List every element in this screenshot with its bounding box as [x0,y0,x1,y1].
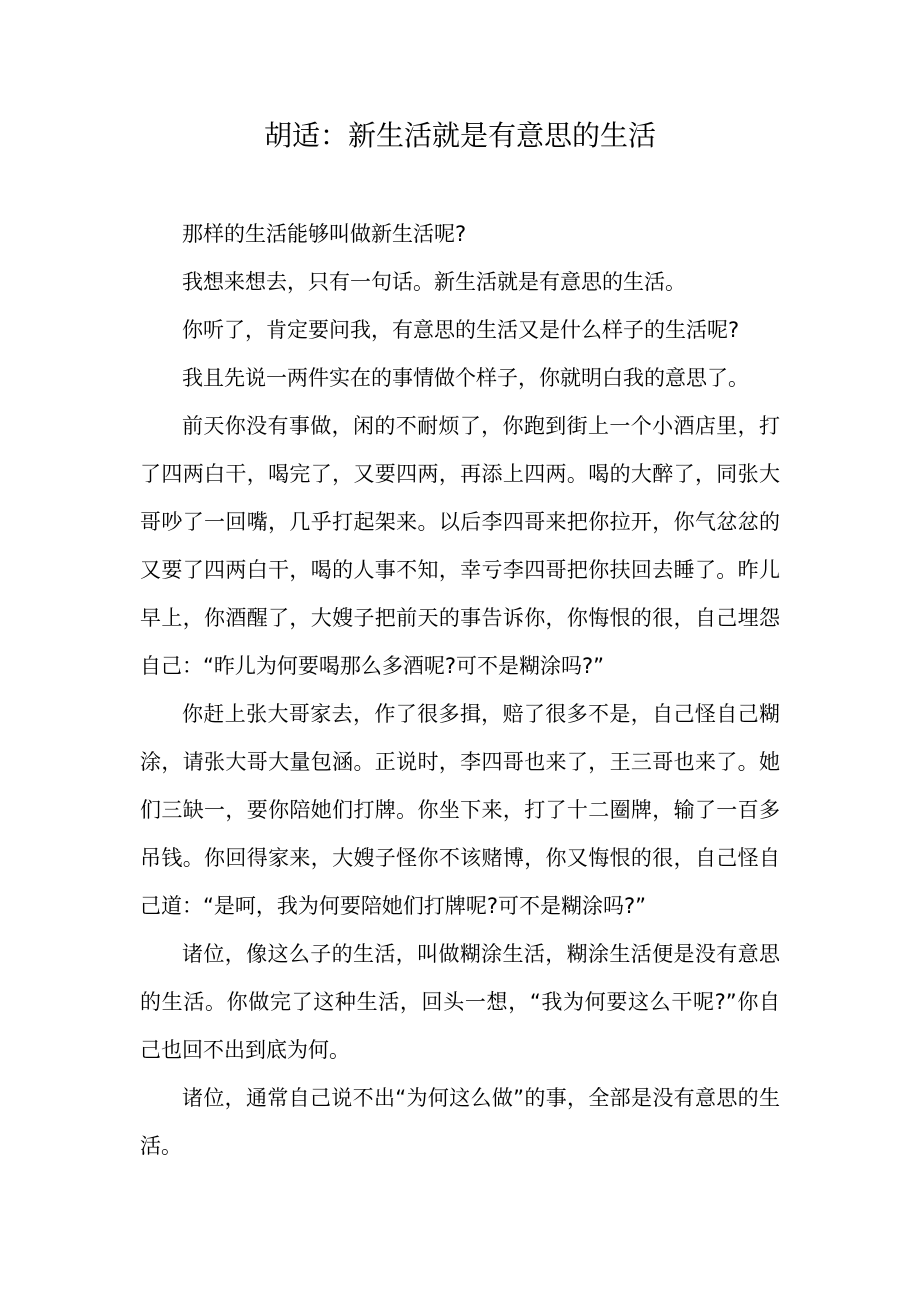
document-title: 胡适：新生活就是有意思的生活 [263,119,656,152]
paragraph: 那样的生活能够叫做新生活呢? [182,222,467,246]
paragraph: 你赶上张大哥家去，作了很多揖，赔了很多不是，自己怪自己糊涂，请张大哥大量包涵。正说时，李四哥也来了，王三哥也来了。她们三缺一，要你陪她们打牌。你坐下来，打了十二圈牌，输了一百多吊钱。你回得家来，大嫂子怪你不该赌博，你又悔恨的很，自己怪自己道：“是呵，我为何要陪她们打牌呢?可不是糊涂吗?” [140,702,780,918]
document-body [140,210,780,1170]
paragraph: 我且先说一两件实在的事情做个样子，你就明白我的意思了。 [182,366,749,390]
paragraph: 你听了，肯定要问我，有意思的生活又是什么样子的生活呢? [182,318,740,342]
paragraph: 我想来想去，只有一句话。新生活就是有意思的生活。 [182,270,686,294]
paragraph: 诸位，像这么子的生活，叫做糊涂生活，糊涂生活便是没有意思的生活。你做完了这种生活，回头一想，“我为何要这么干呢?”你自己也回不出到底为何。 [140,942,780,1062]
paragraph: 诸位，通常自己说不出“为何这么做”的事，全部是没有意思的生活。 [140,1086,780,1158]
paragraph: 前天你没有事做，闲的不耐烦了，你跑到街上一个小酒店里，打了四两白干，喝完了，又要四两，再添上四两。喝的大醉了，同张大哥吵了一回嘴，几乎打起架来。以后李四哥来把你拉开，你气忿忿的又要了四两白干，喝的人事不知，幸亏李四哥把你扶回去睡了。昨儿早上，你酒醒了，大嫂子把前天的事告诉你，你悔恨的很，自己埋怨自己：“昨儿为何要喝那么多酒呢?可不是糊涂吗?” [140,414,780,678]
